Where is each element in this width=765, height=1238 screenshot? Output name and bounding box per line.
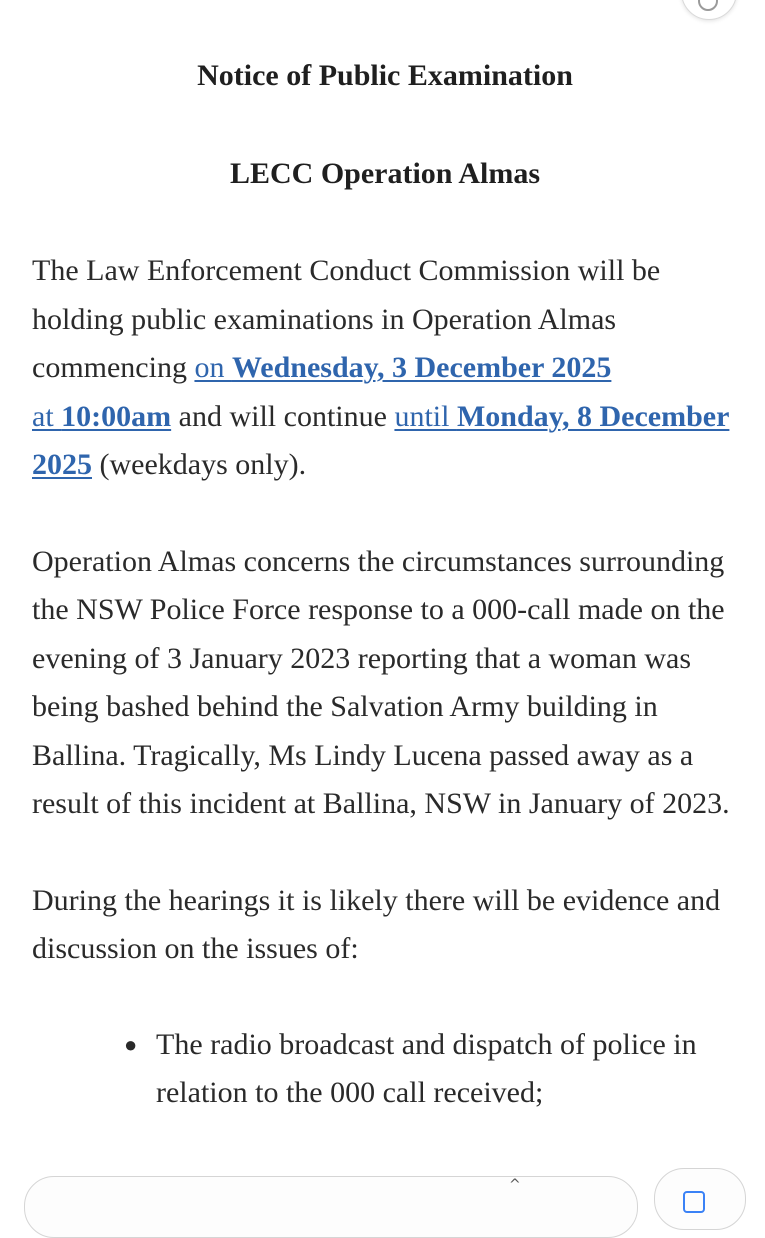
bullet-icon: ●	[124, 1031, 138, 1057]
list-item	[124, 1021, 738, 1118]
notice-document	[32, 52, 738, 1118]
caret-up-icon: ^	[509, 1177, 521, 1193]
circle-button-icon	[698, 0, 718, 11]
hearings-intro: During the hearings it is likely there will be evidence and discussion on the issues of:	[32, 883, 721, 965]
operation-description: Operation Almas concerns the circumstances surrounding the NSW Police Force response to a 000-call made on the evening of 3 January 2023 reporting that a woman was being bashed behind the Salvation Army building in Ballina. Tragically, Ms Lindy Lucena passed away as a result of this incident at Ballina, NSW in January of 2023.	[32, 544, 730, 820]
end-date-link[interactable]: until Monday, 8 December 2025	[32, 399, 730, 481]
start-date-link[interactable]: on Wednesday, 3 December 2025 at 10:00am	[32, 351, 612, 433]
start-time: 10:00am	[61, 399, 172, 433]
bottom-search-bar[interactable]	[24, 1176, 638, 1238]
issue-text: The radio broadcast and dispatch of police in relation to the 000 call received;	[156, 1027, 697, 1109]
bottom-right-button[interactable]	[654, 1168, 746, 1230]
end-date: Monday, 8 December 2025	[32, 399, 730, 481]
intro-paragraph	[32, 247, 738, 490]
page-title: Notice of Public Examination	[197, 59, 573, 92]
square-icon	[683, 1191, 705, 1213]
top-circle-icon[interactable]	[681, 0, 737, 20]
page-subtitle: LECC Operation Almas	[229, 157, 541, 190]
continue-text: and will continue	[171, 399, 395, 433]
issues-list	[32, 1021, 738, 1118]
weekdays-text: (weekdays only).	[92, 448, 307, 481]
start-date: Wednesday, 3 December 2025	[231, 351, 612, 384]
intro-text: The Law Enforcement Conduct Commission will be holding public examinations in Operation Almas commencing	[32, 254, 661, 384]
